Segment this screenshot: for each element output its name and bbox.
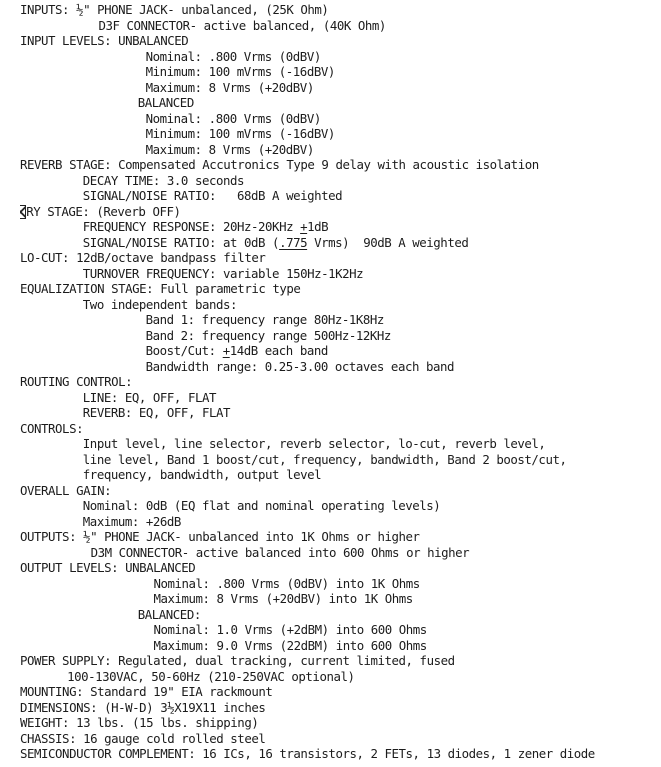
spec-line: [20, 700, 265, 715]
spec-line: [146, 343, 328, 358]
spec-line: [146, 49, 321, 64]
spec-text: CONTROLS:: [20, 420, 84, 436]
spec-line: [20, 731, 265, 746]
spec-text: Maximum: +26dB: [82, 513, 181, 529]
spec-text: Maximum: 8 Vrms (+20dBV) into 1K Ohms: [153, 591, 413, 606]
spec-line: [20, 653, 455, 668]
spec-line: [83, 173, 244, 188]
spec-text: OUTPUTS: ½" PHONE JACK- unbalanced into 1K Ohms or higher: [20, 529, 420, 544]
spec-line: [146, 80, 314, 95]
spec-line: [83, 266, 363, 281]
spec-line: [83, 219, 328, 234]
spec-text: DECAY TIME: 3.0 seconds: [82, 172, 245, 188]
spec-text: ROUTING CONTROL:: [20, 374, 133, 389]
spec-line: [20, 746, 595, 761]
spec-line: [20, 483, 111, 498]
spec-text: Bandwidth range: 0.25-3.00 octaves each band: [145, 358, 455, 374]
spec-text: line level, Band 1 boost/cut, frequency, bandwidth, Band 2 boost/cut,: [82, 451, 567, 467]
spec-sheet: [20, 2, 661, 767]
spec-text: 14dB each band: [229, 343, 328, 358]
spec-line: [20, 157, 539, 172]
spec-text: Maximum: 8 Vrms (+20dBV): [145, 141, 314, 157]
spec-text: Nominal: .800 Vrms (0dBV): [145, 48, 321, 64]
spec-text: DIMENSIONS: (H-W-D) 3½X19X11 inches: [20, 699, 266, 715]
spec-line: [146, 126, 335, 141]
spec-line: [20, 529, 420, 544]
spec-line: [83, 452, 567, 467]
spec-line: [83, 297, 237, 312]
spec-line: [26, 204, 180, 219]
spec-line: [20, 250, 265, 265]
spec-text: POWER SUPPLY: Regulated, dual tracking, current limited, fused: [20, 653, 455, 668]
spec-line: [146, 328, 391, 343]
spec-text: frequency, bandwidth, output level: [82, 467, 322, 482]
spec-text: REVERB: EQ, OFF, FLAT: [82, 405, 231, 420]
spec-line: [138, 95, 194, 110]
spec-text: MOUNTING: Standard 19" EIA rackmount: [20, 684, 273, 699]
spec-text: Band 1: frequency range 80Hz-1K8Hz: [145, 312, 384, 327]
spec-text: WEIGHT: 13 lbs. (15 lbs. shipping): [20, 715, 259, 730]
spec-line: [20, 560, 195, 575]
spec-line: [153, 591, 412, 606]
spec-line: [153, 638, 426, 653]
spec-text: INPUTS: ½" PHONE JACK- unbalanced, (25K Ohm): [20, 2, 329, 17]
spec-line: [83, 498, 441, 513]
spec-text: 1dB: [307, 219, 329, 234]
spec-line: [83, 390, 216, 405]
spec-text: Minimum: 100 mVrms (-16dBV): [145, 64, 335, 79]
spec-line: [20, 281, 300, 296]
spec-line: [20, 421, 83, 436]
spec-line: [20, 374, 132, 389]
spec-line: [20, 715, 258, 730]
spec-text: Boost/Cut:: [145, 343, 223, 358]
spec-text: REVERB STAGE: Compensated Accutronics Type 9 delay with acoustic isolation: [20, 157, 539, 172]
spec-text: RY STAGE: (Reverb OFF): [26, 203, 181, 219]
spec-text: Band 2: frequency range 500Hz-12KHz: [145, 327, 391, 343]
spec-text: Minimum: 100 mVrms (-16dBV): [145, 126, 335, 141]
spec-text: Maximum: 9.0 Vrms (22dBM) into 600 Ohms: [153, 637, 427, 653]
spec-line: [146, 312, 384, 327]
spec-text: Input level, line selector, reverb selector, lo-cut, reverb level,: [82, 436, 546, 451]
spec-text: BALANCED: [137, 95, 194, 110]
spec-line: [138, 607, 201, 622]
underlined-text: +: [300, 219, 308, 234]
spec-text: D3F CONNECTOR- active balanced, (40K Ohm): [98, 17, 386, 33]
spec-text: SEMICONDUCTOR COMPLEMENT: 16 ICs, 16 transistors, 2 FETs, 13 diodes, 1 zener diode: [20, 746, 595, 761]
spec-text: LINE: EQ, OFF, FLAT: [82, 389, 216, 405]
spec-text: 100-130VAC, 50-60Hz (210-250VAC optional): [67, 668, 355, 684]
spec-line: [20, 684, 272, 699]
spec-line: [83, 235, 469, 250]
spec-text: LO-CUT: 12dB/octave bandpass filter: [20, 250, 266, 265]
spec-line: [146, 111, 321, 126]
spec-text: Maximum: 8 Vrms (+20dBV): [145, 79, 314, 95]
spec-text: BALANCED:: [137, 606, 201, 622]
spec-line: [83, 188, 342, 203]
spec-line: [99, 18, 386, 33]
spec-text: Two independent bands:: [82, 296, 238, 312]
underlined-text: +: [222, 343, 230, 358]
spec-text: SIGNAL/NOISE RATIO: at 0dB (: [82, 234, 280, 250]
spec-text: EQUALIZATION STAGE: Full parametric type: [20, 281, 301, 296]
spec-line: [67, 669, 354, 684]
spec-text: OVERALL GAIN:: [20, 482, 112, 498]
spec-text: FREQUENCY RESPONSE: 20Hz-20KHz: [82, 219, 301, 234]
spec-text: D3M CONNECTOR- active balanced into 600 Ohms or higher: [90, 544, 470, 560]
spec-line: [20, 33, 188, 48]
underlined-text: .775: [279, 234, 308, 250]
spec-text: CHASSIS: 16 gauge cold rolled steel: [20, 730, 266, 746]
spec-text: TURNOVER FREQUENCY: variable 150Hz-1K2Hz: [82, 265, 364, 281]
spec-text: OUTPUT LEVELS: UNBALANCED: [20, 560, 196, 575]
spec-line: [146, 64, 335, 79]
spec-text: Nominal: .800 Vrms (0dBV) into 1K Ohms: [153, 575, 420, 591]
spec-line: [153, 622, 426, 637]
hourglass-icon: [20, 205, 26, 219]
spec-text: INPUT LEVELS: UNBALANCED: [20, 33, 189, 48]
spec-text: Nominal: .800 Vrms (0dBV): [145, 110, 321, 126]
spec-line: [146, 359, 454, 374]
spec-text: SIGNAL/NOISE RATIO: 68dB A weighted: [82, 188, 343, 203]
spec-text: Nominal: 1.0 Vrms (+2dBM) into 600 Ohms: [153, 622, 427, 637]
spec-line: [83, 405, 230, 420]
spec-line: [83, 436, 546, 451]
spec-line: [91, 545, 470, 560]
spec-line: [20, 2, 328, 17]
spec-line: [146, 142, 314, 157]
spec-line: [83, 514, 181, 529]
spec-line: [153, 576, 419, 591]
spec-text: Nominal: 0dB (EQ flat and nominal operating levels): [82, 498, 441, 513]
spec-text: Vrms) 90dB A weighted: [307, 234, 469, 250]
spec-line: [83, 467, 321, 482]
